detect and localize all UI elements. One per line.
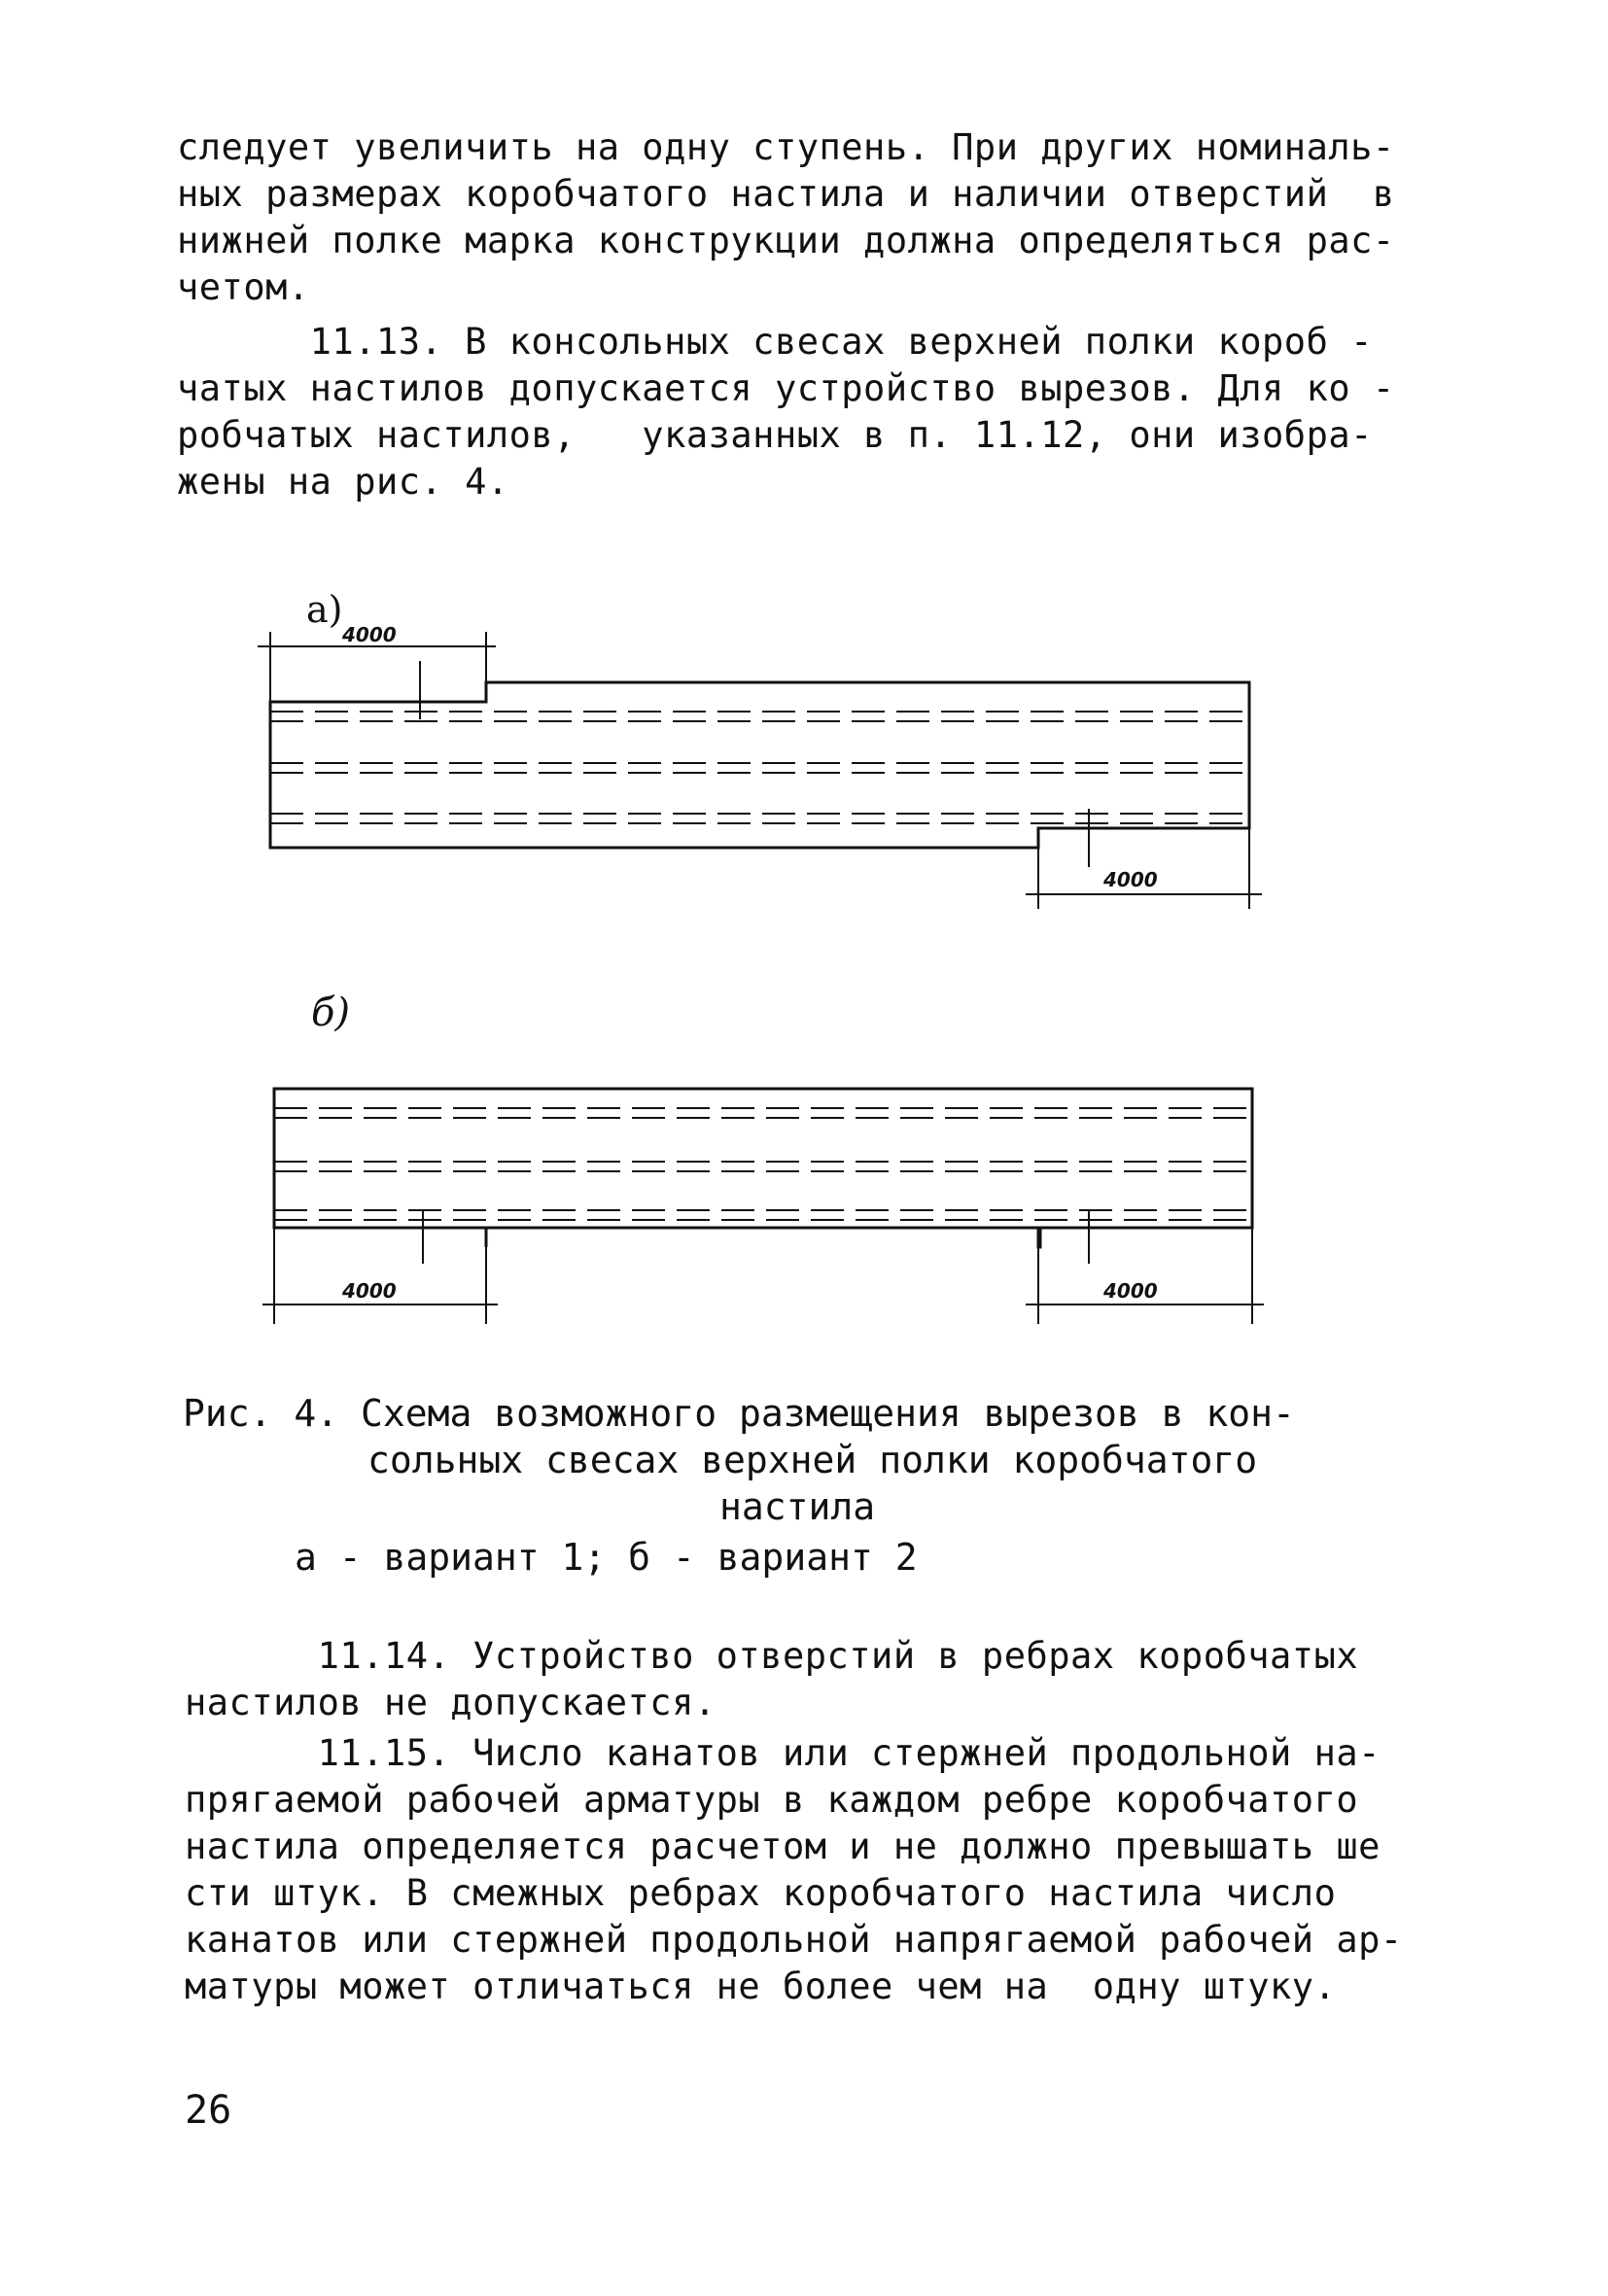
label-variant-a: а) — [306, 588, 343, 631]
figure-caption-line: настила — [719, 1485, 876, 1528]
text-line: матуры может отличаться не более чем на одну штуку. — [185, 1966, 1337, 2007]
dimension-label: 4000 — [1103, 1279, 1158, 1303]
text-line: 11.15. Число канатов или стержней продольной на- — [185, 1732, 1381, 1774]
text-line: следует увеличить на одну ступень. При других номиналь- — [177, 126, 1395, 168]
text-line: сти штук. В смежных ребрах коробчатого настила число — [185, 1872, 1337, 1914]
text-line: чатых настилов допускается устройство вырезов. Для ко - — [177, 367, 1395, 409]
text-line: ных размерах коробчатого настила и наличии отверстий в — [177, 173, 1395, 215]
dimension-label: 4000 — [342, 623, 397, 646]
label-variant-b: б) — [311, 991, 351, 1035]
figure-caption-line: Рис. 4. Схема возможного размещения вырезов в кон- — [183, 1392, 1295, 1435]
text-line: настила определяется расчетом и не должно превышать ше — [185, 1826, 1381, 1867]
text-line: настилов не допускается. — [185, 1682, 717, 1723]
text-line: нижней полке марка конструкции должна определяться рас- — [177, 220, 1395, 261]
text-line: 11.14. Устройство отверстий в ребрах коробчатых — [185, 1635, 1359, 1677]
text-line: жены на рис. 4. — [177, 461, 509, 503]
text-line: робчатых настилов, указанных в п. 11.12, они изобра- — [177, 414, 1373, 456]
text-line: четом. — [177, 266, 310, 308]
text-line: 11.13. В консольных свесах верхней полки короб - — [177, 321, 1373, 363]
page-number: 26 — [185, 2088, 232, 2133]
figure-caption-line: а - вариант 1; б - вариант 2 — [295, 1536, 918, 1579]
text-line: канатов или стержней продольной напрягаемой рабочей ар- — [185, 1919, 1403, 1961]
text-line: прягаемой рабочей арматуры в каждом ребре коробчатого — [185, 1779, 1359, 1821]
figure-caption-line: сольных свесах верхней полки коробчатого — [367, 1439, 1258, 1481]
dimension-label: 4000 — [1103, 868, 1158, 891]
dimension-label: 4000 — [342, 1279, 397, 1303]
